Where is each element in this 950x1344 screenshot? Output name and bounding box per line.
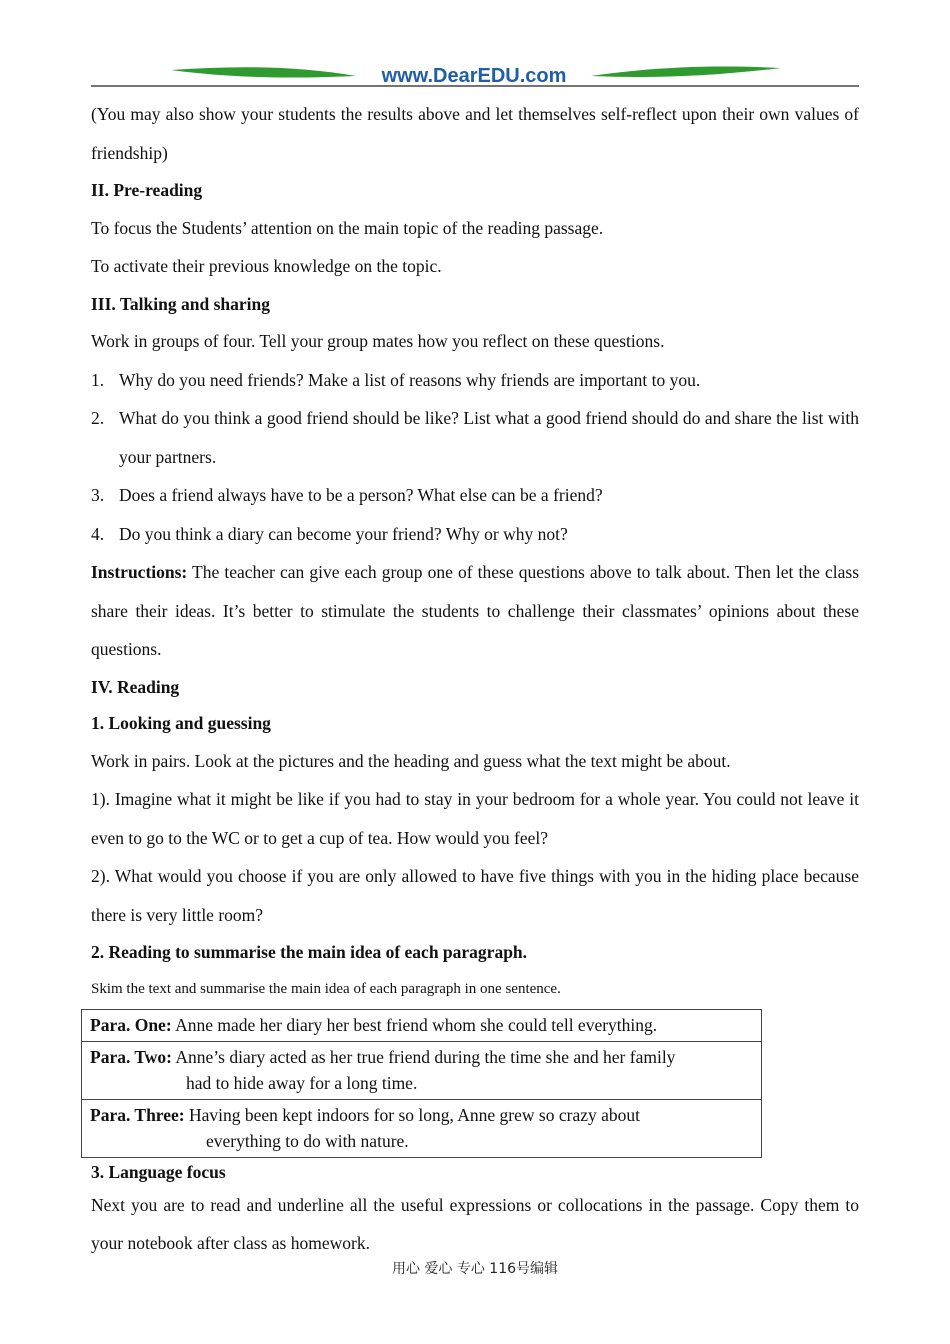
pre-reading-line: To activate their previous knowledge on the topic. <box>91 256 442 276</box>
language-focus-text: Next you are to read and underline all the useful expressions or collocations in the passage. Copy them to your notebook after class as homework. <box>91 1194 859 1253</box>
list-text: Why do you need friends? Make a list of reasons why friends are important to you. <box>119 369 701 390</box>
right-swoosh-icon <box>591 67 781 77</box>
section-heading-talking: III. Talking and sharing <box>91 293 270 314</box>
subheading-summarise: 2. Reading to summarise the main idea of each paragraph. <box>91 942 528 962</box>
subheading-language-focus: 3. Language focus <box>91 1161 226 1182</box>
pre-reading-line: To focus the Students’ attention on the main topic of the reading passage. <box>91 217 604 238</box>
para-summary: Having been kept indoors for so long, Anne grew so crazy about <box>184 1104 640 1125</box>
paragraph-summary-table <box>81 1009 762 1158</box>
list-text: What do you think a good friend should be like? List what a good friend should do and share the list with your partners. <box>119 408 859 467</box>
instructions-label: Instructions: <box>91 562 188 582</box>
table-row <box>82 1041 762 1099</box>
para-label: Para. One: <box>90 1014 172 1035</box>
page-footer: 用心 爱心 专心 116号编辑 <box>391 1261 559 1277</box>
para-label: Para. Two: <box>90 1046 172 1067</box>
list-item <box>91 476 859 515</box>
table-cell <box>82 1099 762 1157</box>
guess-question-2: 2). What would you choose if you are only allowed to have five things with you in the hiding place because there is very little room? <box>91 866 859 925</box>
section-heading-reading: IV. Reading <box>91 676 180 697</box>
talking-intro: Work in groups of four. Tell your group mates how you reflect on these questions. <box>91 331 665 351</box>
logo-text: www.DearEDU.com <box>381 65 567 87</box>
list-item <box>91 399 859 476</box>
left-swoosh-icon <box>171 67 356 77</box>
table-row <box>82 1009 762 1041</box>
list-item <box>91 515 859 554</box>
para-label: Para. Three: <box>90 1104 185 1125</box>
list-text: Does a friend always have to be a person? What else can be a friend? <box>119 485 603 505</box>
list-item <box>91 361 859 400</box>
list-text: Do you think a diary can become your friend? Why or why not? <box>119 523 568 544</box>
instructions-paragraph <box>91 553 859 669</box>
table-cell <box>82 1041 762 1099</box>
para-summary-cont: had to hide away for a long time. <box>186 1072 418 1093</box>
header-logo-banner <box>91 62 859 88</box>
summarise-intro: Skim the text and summarise the main idea of each paragraph in one sentence. <box>91 980 561 997</box>
document-body <box>91 95 859 1263</box>
section-heading-pre-reading: II. Pre-reading <box>91 180 203 200</box>
para-summary: Anne made her diary her best friend whom she could tell everything. <box>171 1014 658 1035</box>
list-number: 1. <box>91 369 105 390</box>
list-number: 3. <box>91 485 105 505</box>
list-number: 4. <box>91 523 105 544</box>
table-cell <box>82 1009 762 1041</box>
instructions-text: The teacher can give each group one of these questions above to talk about. Then let the class share their ideas. It’s better to stimulate the students to challenge their classmates’ opinions about these questions. <box>91 562 859 659</box>
guess-question-1: 1). Imagine what it might be like if you had to stay in your bedroom for a whole year. You could not leave it even to go to the WC or to get a cup of tea. How would you feel? <box>91 789 859 848</box>
page-header <box>91 62 859 88</box>
para-summary-cont: everything to do with nature. <box>206 1130 409 1151</box>
looking-intro: Work in pairs. Look at the pictures and the heading and guess what the text might be about. <box>91 750 731 771</box>
intro-paragraph: (You may also show your students the results above and let themselves self-reflect upon their own values of friendship) <box>91 104 859 163</box>
subheading-looking-guessing: 1. Looking and guessing <box>91 713 271 733</box>
para-summary: Anne’s diary acted as her true friend during the time she and her family <box>171 1046 676 1067</box>
table-row <box>82 1099 762 1157</box>
list-number: 2. <box>91 408 105 428</box>
